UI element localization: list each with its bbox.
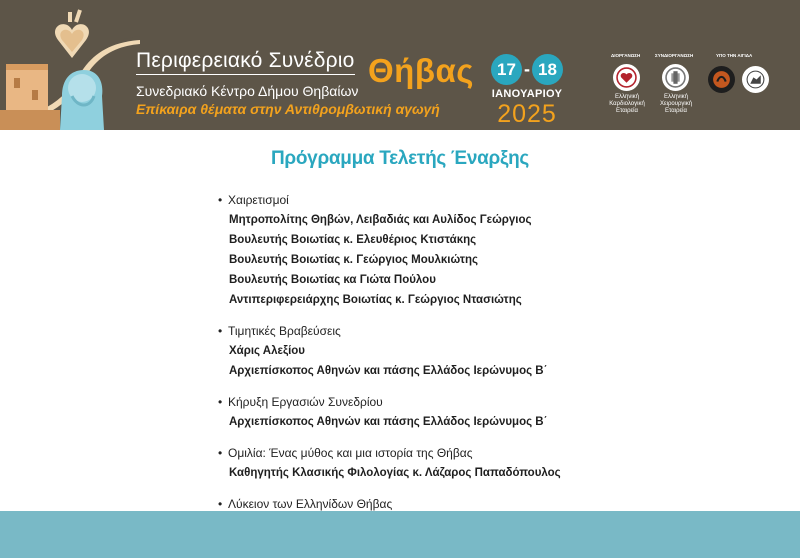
- auspices-logo-1: [708, 66, 735, 93]
- speaker-line: Καθηγητής Κλασικής Φιλολογίας κ. Λάζαρος Παπαδόπουλος: [229, 467, 561, 479]
- heart-logo-icon: [616, 67, 637, 88]
- program-section: [218, 443, 561, 483]
- title-block: [136, 49, 355, 75]
- organizer-name: Ελληνική Καρδιολογική Εταιρεία: [609, 94, 645, 114]
- surgical-society-logo: [662, 64, 689, 91]
- section-heading: [218, 190, 561, 210]
- speaker-line: Αρχιεπίσκοπος Αθηνών και πάσης Ελλάδος Ιερώνυμος Β΄: [229, 365, 548, 377]
- section-heading: [218, 443, 561, 463]
- auspices-logo-2: [742, 66, 769, 93]
- section-heading-text: Λύκειον των Ελληνίδων Θήβας: [228, 497, 393, 511]
- auspices-label: ΥΠΟ ΤΗΝ ΑΙΓΙΔΑ: [716, 53, 753, 58]
- program-section: [218, 190, 561, 310]
- surgery-logo-icon: [665, 67, 686, 88]
- date-month: ΙΑΝΟΥΑΡΙΟΥ: [491, 88, 563, 100]
- coorganizer-name: Ελληνική Χειρουργική Εταιρεία: [659, 94, 693, 114]
- banner-illustration: [0, 0, 140, 130]
- section-heading: [218, 321, 561, 341]
- day-start: 17: [491, 54, 522, 85]
- conference-city: Θήβας: [368, 52, 474, 89]
- speaker-line: Χάρις Αλεξίου: [229, 345, 305, 357]
- program-sections: [218, 190, 561, 525]
- conference-title: Περιφερειακό Συνέδριο: [136, 49, 355, 75]
- speaker-line: Μητροπολίτης Θηβών, Λειβαδιάς και Αυλίδος Γεώργιος: [229, 214, 532, 226]
- speaker-line: Βουλευτής Βοιωτίας κα Γιώτα Πούλου: [229, 274, 436, 286]
- conference-venue: Συνεδριακό Κέντρο Δήμου Θηβαίων: [136, 83, 359, 99]
- statue-icon: [60, 70, 104, 130]
- section-heading-text: Κήρυξη Εργασιών Συνεδρίου: [228, 395, 383, 409]
- footer-bar: [0, 511, 800, 558]
- date-year: 2025: [497, 100, 557, 128]
- date-block: [484, 54, 570, 129]
- sphinx-emblem-icon: [745, 69, 766, 90]
- section-heading-text: Τιμητικές Βραβεύσεις: [228, 324, 341, 338]
- program-section: [218, 392, 561, 432]
- coorganizer-label: ΣΥΝΔΙΟΡΓΑΝΩΣΗ: [655, 53, 694, 58]
- bullet-icon: •: [218, 324, 223, 338]
- date-dash: -: [524, 59, 530, 79]
- day-end: 18: [532, 54, 563, 85]
- organizer-label: ΔΙΟΡΓΑΝΩΣΗ: [611, 53, 641, 58]
- ancient-emblem-icon: [711, 69, 732, 90]
- program-title: Πρόγραμμα Τελετής Έναρξης: [271, 148, 529, 169]
- cardiology-society-logo: [613, 64, 640, 91]
- section-heading-text: Χαιρετισμοί: [228, 193, 289, 207]
- speaker-line: Αρχιεπίσκοπος Αθηνών και πάσης Ελλάδος Ιερώνυμος Β΄: [229, 416, 548, 428]
- speaker-line: Βουλευτής Βοιωτίας κ. Γεώργιος Μουλκιώτης: [229, 254, 479, 266]
- bullet-icon: •: [218, 193, 223, 207]
- section-heading-text: Ομιλία: Ένας μύθος και μια ιστορία της Θήβας: [228, 446, 473, 460]
- conference-topic: Επίκαιρα θέματα στην Αντιθρομβωτική αγωγή: [136, 101, 440, 117]
- bullet-icon: •: [218, 497, 223, 511]
- speaker-line: Αντιπεριφερειάρχης Βοιωτίας κ. Γεώργιος Ντασιώτης: [229, 294, 522, 306]
- section-heading: [218, 392, 561, 412]
- bullet-icon: •: [218, 446, 223, 460]
- conference-banner: [0, 0, 800, 130]
- speaker-line: Βουλευτής Βοιωτίας κ. Ελευθέριος Κτιστάκης: [229, 234, 477, 246]
- program-section: [218, 321, 561, 381]
- bullet-icon: •: [218, 395, 223, 409]
- date-days: [484, 54, 570, 85]
